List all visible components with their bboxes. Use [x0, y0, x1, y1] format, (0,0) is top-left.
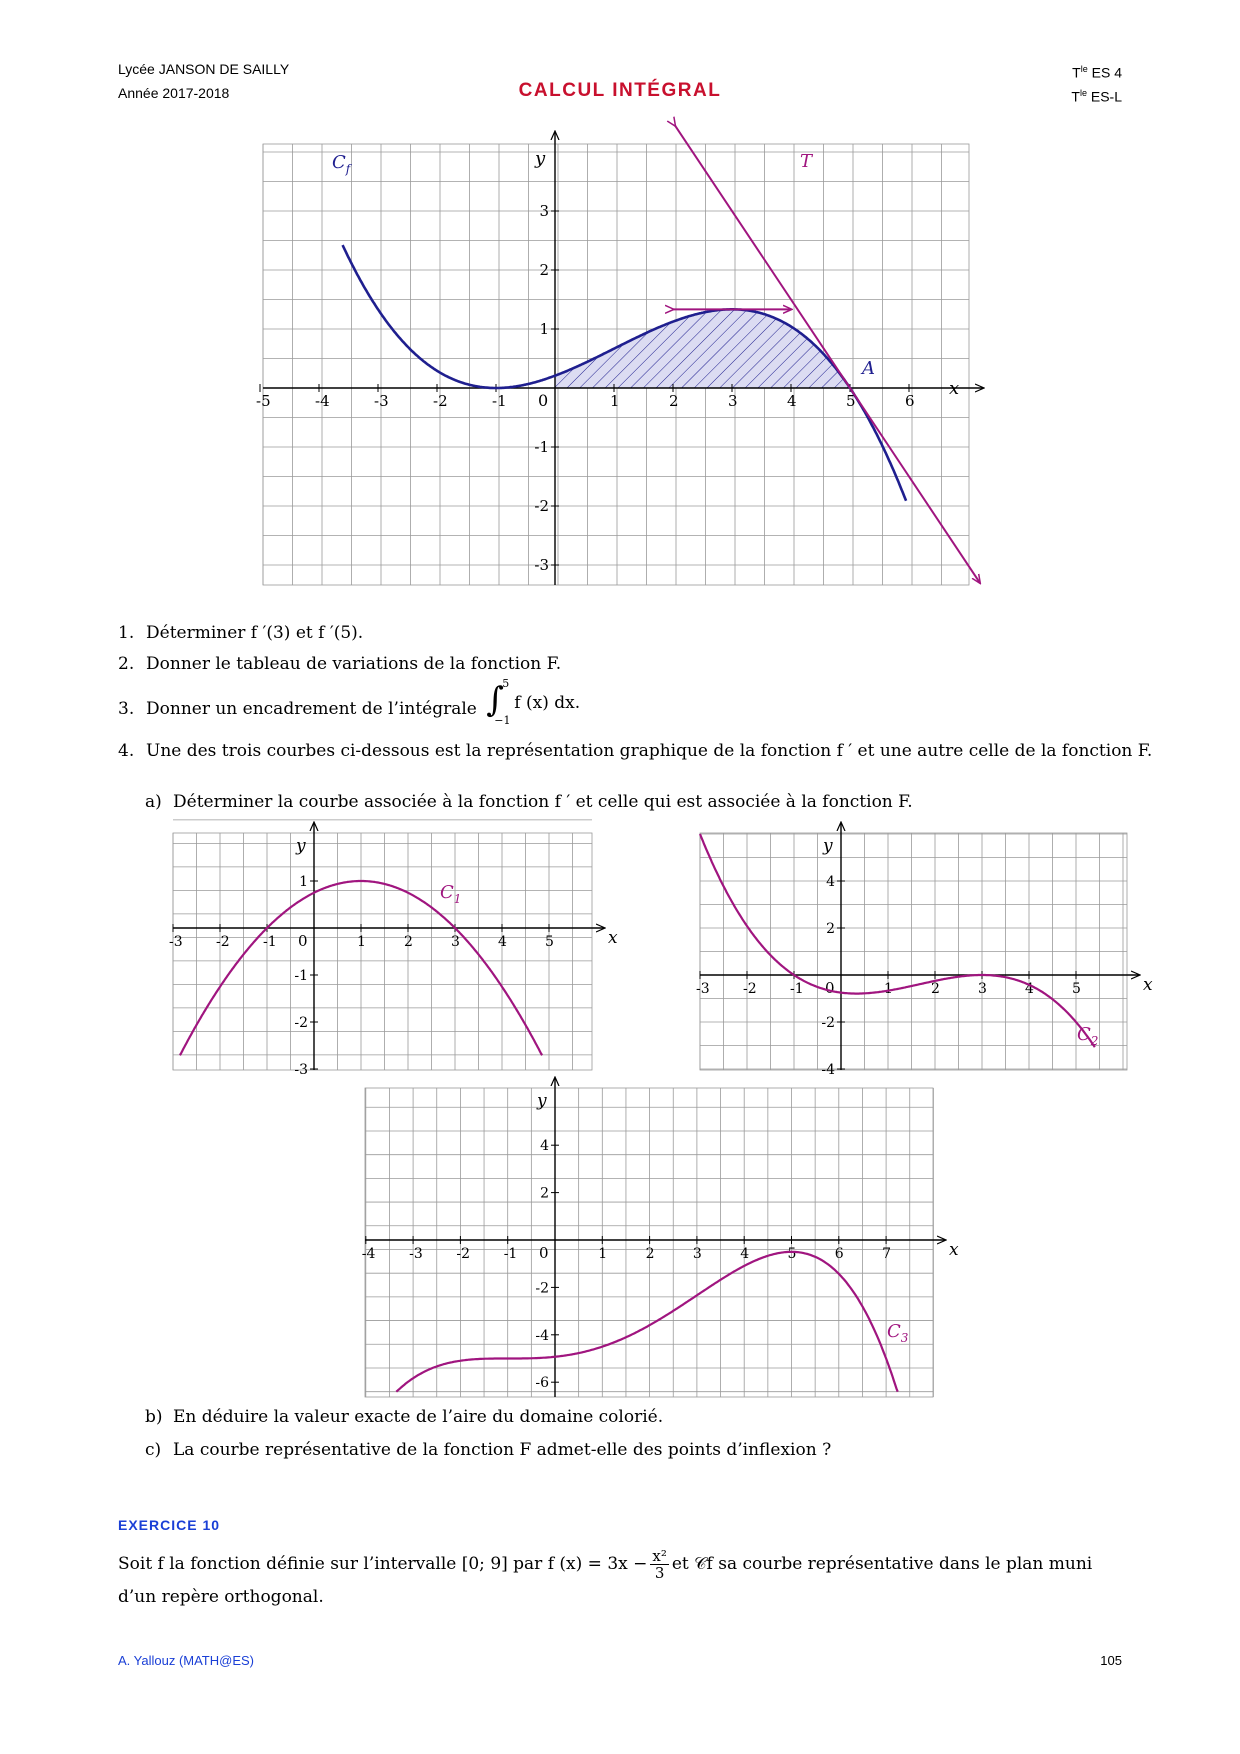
curve-label-c1: $C_1$	[440, 882, 462, 906]
school-year: Année 2017-2018	[118, 85, 230, 101]
x-tick-label: 4	[787, 392, 797, 410]
class-label-1: $T^{le}$ ES 4	[1072, 64, 1122, 81]
curve-c2	[700, 834, 1095, 1047]
origin-label: 0	[825, 979, 835, 997]
x-tick-label: -1	[263, 934, 277, 950]
y-tick-label: -6	[535, 1375, 549, 1392]
x-tick-label: 2	[404, 934, 413, 950]
x-tick-label: -4	[361, 1246, 376, 1262]
y-tick-label: -3	[294, 1062, 308, 1078]
x-tick-label: -5	[256, 392, 271, 410]
y-tick-label: -1	[294, 968, 308, 984]
x-tick-label: 4	[740, 1246, 750, 1262]
x-tick-label: 3	[451, 934, 460, 950]
fraction: $\frac{\text{x²}}{3}$	[652, 1547, 667, 1582]
curve-label-cf: $C_f$	[332, 152, 351, 176]
y-axis-label: y	[535, 148, 546, 169]
y-tick-label: -3	[534, 556, 549, 574]
y-tick-label: 4	[826, 874, 835, 890]
x-tick-label: 6	[905, 392, 915, 410]
x-tick-label: 5	[846, 392, 856, 410]
point-label-a: A	[862, 358, 875, 379]
x-tick-label: 1	[598, 1246, 608, 1262]
integral-sign: ∫	[486, 680, 504, 720]
x-tick-label: -2	[216, 934, 230, 950]
page-title: CALCUL INTÉGRAL	[518, 80, 722, 101]
question-4b: b) En déduire la valeur exacte de l’aire du domaine colorié.	[145, 1407, 664, 1427]
x-tick-label: 3	[692, 1246, 702, 1262]
footer-author: A. Yallouz (MATH@ES)	[118, 1653, 255, 1668]
y-axis-label: y	[537, 1091, 547, 1111]
y-tick-label: -2	[294, 1015, 308, 1031]
x-axis-label: x	[949, 378, 960, 399]
graph-frame	[173, 833, 592, 1070]
exercise-heading: EXERCICE 10	[118, 1517, 221, 1533]
x-tick-label: -3	[169, 934, 183, 950]
x-tick-label: -1	[492, 392, 507, 410]
origin-label: 0	[538, 391, 549, 410]
x-tick-label: 1	[610, 392, 620, 410]
origin-label: 0	[539, 1244, 549, 1262]
question-4c: c) La courbe représentative de la fonction F admet-elle des points d’inflexion ?	[145, 1440, 832, 1460]
question-4: 4. Une des trois courbes ci-dessous est la représentation graphique de la fonction f ′ et une autre celle de la fonction F.	[118, 741, 1153, 761]
x-tick-label: 5	[1072, 981, 1081, 997]
question-2: 2. Donner le tableau de variations de la fonction F.	[118, 654, 562, 674]
x-axis-label: x	[608, 928, 618, 948]
integral-upper: 5	[502, 677, 510, 690]
curve-label-c3: $C_3$	[887, 1321, 909, 1345]
y-tick-label: -2	[821, 1015, 835, 1031]
x-tick-label: 2	[645, 1246, 655, 1262]
x-tick-label: 5	[545, 934, 554, 950]
x-tick-label: 1	[884, 981, 893, 997]
x-tick-label: -3	[374, 392, 389, 410]
y-tick-label: 1	[539, 320, 549, 338]
graph-frame	[365, 1088, 933, 1397]
y-tick-label: -4	[821, 1062, 835, 1078]
curve-label-c2: $C_2$	[1077, 1024, 1099, 1048]
origin-label: 0	[298, 932, 308, 950]
x-tick-label: -1	[503, 1246, 518, 1262]
x-tick-label: 7	[882, 1246, 892, 1262]
y-axis-label: y	[296, 836, 306, 856]
question-1: 1. Déterminer f ′(3) et f ′(5).	[118, 623, 364, 643]
x-axis-label: x	[949, 1240, 959, 1260]
x-tick-label: 3	[978, 981, 987, 997]
x-tick-label: 4	[1025, 981, 1034, 997]
y-tick-label: -4	[535, 1327, 549, 1344]
x-tick-label: 4	[498, 934, 507, 950]
x-tick-label: -2	[433, 392, 448, 410]
y-tick-label: 2	[826, 921, 835, 937]
x-tick-label: -4	[315, 392, 330, 410]
x-tick-label: 1	[357, 934, 366, 950]
x-tick-label: -3	[696, 981, 710, 997]
school-name: Lycée JANSON DE SAILLY	[118, 61, 290, 77]
y-tick-label: 3	[539, 202, 549, 220]
tangent-label: T	[800, 151, 813, 172]
x-tick-label: -3	[409, 1246, 423, 1262]
x-tick-label: 3	[728, 392, 738, 410]
integrand: f (x) dx.	[514, 693, 581, 713]
x-tick-label: -2	[743, 981, 757, 997]
y-tick-label: 2	[540, 1185, 549, 1202]
y-tick-label: -2	[534, 497, 549, 515]
x-axis-label: x	[1143, 975, 1153, 995]
question-4a: a) Déterminer la courbe associée à la fonction f ′ et celle qui est associée à la fonction F.	[145, 792, 913, 812]
x-tick-label: -1	[790, 981, 804, 997]
x-tick-label: -2	[456, 1246, 471, 1262]
x-tick-label: 2	[931, 981, 940, 997]
class-label-2: $T^{le}$ ES-L	[1071, 88, 1122, 105]
y-tick-label: 2	[539, 261, 549, 279]
y-tick-label: -1	[534, 438, 549, 456]
x-tick-label: 5	[787, 1246, 797, 1262]
x-tick-label: 2	[669, 392, 679, 410]
y-axis-label: y	[823, 836, 833, 856]
question-3: 3. Donner un encadrement de l’intégrale ∫ 5 −1 f (x) dx.	[118, 692, 1128, 720]
x-tick-label: 6	[834, 1246, 844, 1262]
y-tick-label: -2	[535, 1280, 549, 1297]
y-tick-label: 1	[299, 874, 308, 890]
y-tick-label: 4	[540, 1138, 549, 1155]
exercise-text: Soit f la fonction définie sur l’intervalle [0; 9] par f (x) = 3x − $\frac{\text{x²}}{3}$ et 𝒞f sa courbe représentative dans le plan muni d’un repère orthogonal.	[118, 1547, 1093, 1607]
page-number: 105	[1100, 1653, 1122, 1668]
integral-lower: −1	[494, 714, 511, 727]
